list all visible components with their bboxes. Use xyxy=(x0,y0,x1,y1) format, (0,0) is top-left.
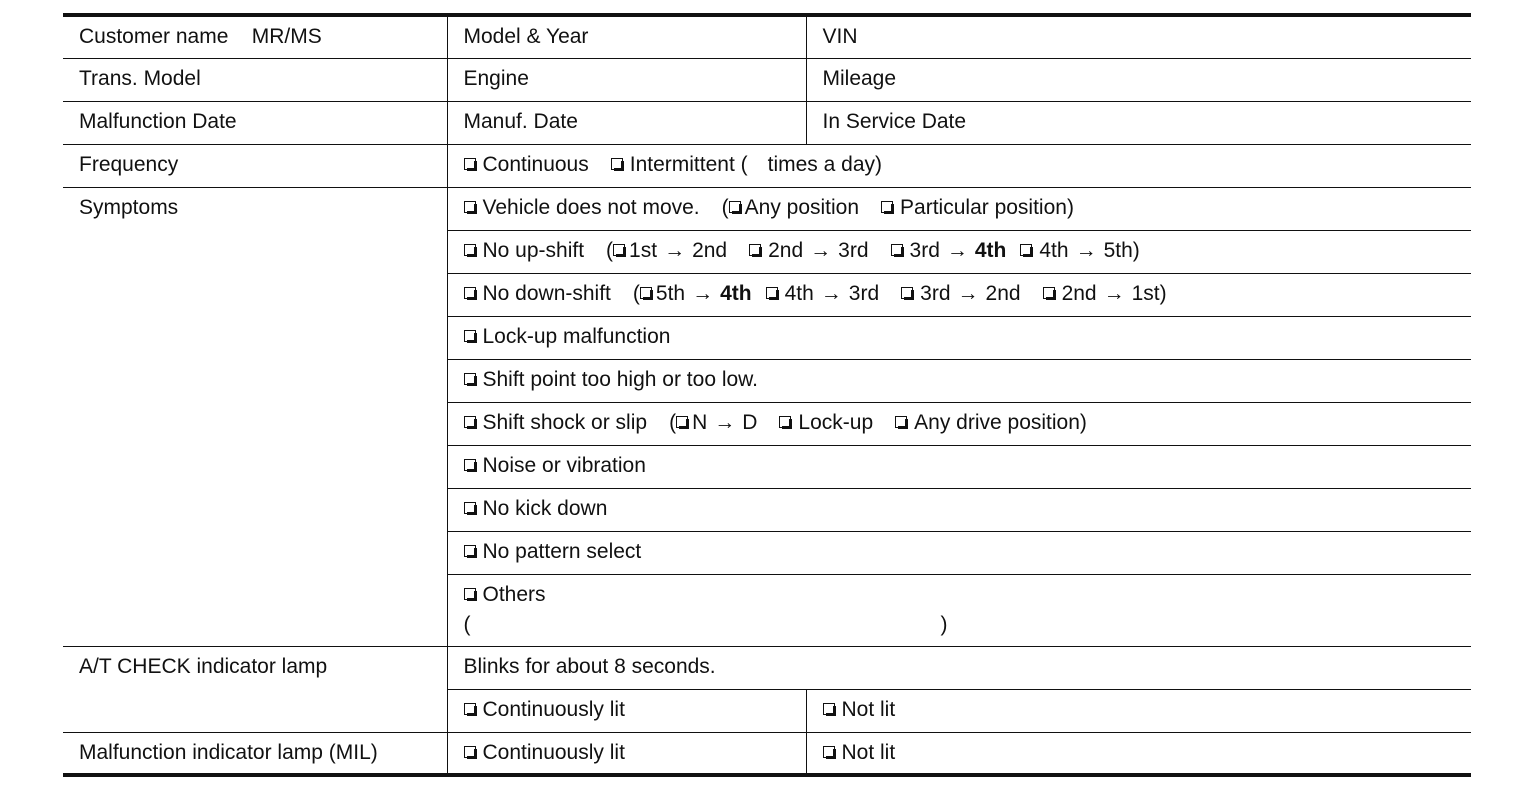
mil-label-cell xyxy=(63,732,447,775)
symptoms-label: Symptoms xyxy=(79,195,179,219)
times-a-day-text: times a day) xyxy=(767,152,882,176)
checkbox-icon[interactable] xyxy=(1043,287,1055,299)
arrow-icon: → xyxy=(692,281,714,305)
lockup-cell xyxy=(447,316,1471,359)
arrow-icon: → xyxy=(820,281,842,305)
noise-cell xyxy=(447,445,1471,488)
mil-label: Malfunction indicator lamp (MIL) xyxy=(79,740,378,764)
pattern-option: No pattern select xyxy=(482,539,642,563)
checkbox-icon[interactable] xyxy=(895,416,907,428)
table-row xyxy=(63,187,1471,230)
table-row xyxy=(63,58,1471,101)
checkbox-icon[interactable] xyxy=(749,244,761,256)
arrow-icon: → xyxy=(664,238,686,262)
checkbox-icon[interactable] xyxy=(464,502,476,514)
checkbox-icon[interactable] xyxy=(823,703,835,715)
particular-position-option: Particular position) xyxy=(900,195,1074,219)
vin-cell xyxy=(806,15,1471,58)
checkbox-icon[interactable] xyxy=(464,588,476,600)
mil-not-lit-cell xyxy=(806,732,1471,775)
mil-not-lit-option: Not lit xyxy=(841,740,896,764)
at-check-label: A/T CHECK indicator lamp xyxy=(79,654,328,678)
mileage-label: Mileage xyxy=(822,66,897,90)
checkbox-icon[interactable] xyxy=(729,201,741,213)
checkbox-icon[interactable] xyxy=(464,373,476,385)
mil-lit-option: Continuously lit xyxy=(482,740,625,764)
checkbox-icon[interactable] xyxy=(901,287,913,299)
checkbox-icon[interactable] xyxy=(464,330,476,342)
checkbox-icon[interactable] xyxy=(891,244,903,256)
checkbox-icon[interactable] xyxy=(676,416,688,428)
kickdown-option: No kick down xyxy=(482,496,608,520)
no-move-option: Vehicle does not move. xyxy=(482,195,700,219)
arrow-icon: → xyxy=(957,281,979,305)
continuous-option: Continuous xyxy=(482,152,589,176)
checkbox-icon[interactable] xyxy=(464,416,476,428)
kickdown-cell xyxy=(447,488,1471,531)
diagnostic-worksheet-table xyxy=(63,13,1471,777)
checkbox-icon[interactable] xyxy=(464,201,476,213)
checkbox-icon[interactable] xyxy=(464,746,476,758)
checkbox-icon[interactable] xyxy=(613,244,625,256)
table-row xyxy=(63,732,1471,775)
checkbox-icon[interactable] xyxy=(611,158,623,170)
arrow-icon: → xyxy=(946,238,968,262)
shift-point-option: Shift point too high or too low. xyxy=(482,367,759,391)
frequency-options-cell xyxy=(447,144,1471,187)
shift-point-cell xyxy=(447,359,1471,402)
trans-model-label: Trans. Model xyxy=(79,66,201,90)
at-check-not-lit-option: Not lit xyxy=(841,697,896,721)
pattern-cell xyxy=(447,531,1471,574)
no-downshift-option: No down-shift xyxy=(482,281,611,305)
arrow-icon: → xyxy=(1075,238,1097,262)
frequency-label-cell xyxy=(63,144,447,187)
shift-shock-option: Shift shock or slip xyxy=(482,410,648,434)
checkbox-icon[interactable] xyxy=(766,287,778,299)
table-row xyxy=(63,15,1471,58)
model-year-label: Model & Year xyxy=(463,25,589,48)
in-service-date-label: In Service Date xyxy=(822,109,967,133)
at-check-lit-cell xyxy=(447,689,806,732)
manuf-date-label: Manuf. Date xyxy=(463,109,578,133)
others-option: Others xyxy=(482,582,546,606)
no-upshift-cell: No up-shift ( 1st → 2nd 2nd → 3rd 3rd → 4th 4th → 5th) xyxy=(447,230,1471,273)
manuf-date-cell xyxy=(447,101,806,144)
shift-shock-cell: Shift shock or slip ( N → D Lock-up Any drive position) xyxy=(447,402,1471,445)
table-row xyxy=(63,144,1471,187)
intermittent-option: Intermittent ( xyxy=(629,152,748,176)
checkbox-icon[interactable] xyxy=(464,158,476,170)
checkbox-icon[interactable] xyxy=(779,416,791,428)
checkbox-icon[interactable] xyxy=(464,244,476,256)
checkbox-icon[interactable] xyxy=(464,545,476,557)
vin-label: VIN xyxy=(822,25,858,48)
at-check-not-lit-cell xyxy=(806,689,1471,732)
arrow-icon: → xyxy=(810,238,832,262)
checkbox-icon[interactable] xyxy=(640,287,652,299)
blinks-text: Blinks for about 8 seconds. xyxy=(463,654,716,678)
trans-model-cell xyxy=(63,58,447,101)
checkbox-icon[interactable] xyxy=(464,459,476,471)
arrow-icon: → xyxy=(714,410,736,434)
in-service-date-cell xyxy=(806,101,1471,144)
engine-label: Engine xyxy=(463,66,529,90)
no-downshift-cell: No down-shift ( 5th → 4th 4th → 3rd 3rd → 2nd 2nd → 1st) xyxy=(447,273,1471,316)
no-upshift-option: No up-shift xyxy=(482,238,585,262)
noise-option: Noise or vibration xyxy=(482,453,646,477)
checkbox-icon[interactable] xyxy=(464,287,476,299)
lockup-option: Lock-up malfunction xyxy=(482,324,671,348)
at-check-lit-option: Continuously lit xyxy=(482,697,625,721)
customer-name-cell xyxy=(63,15,447,58)
no-move-cell: Vehicle does not move. ( Any position Particular position) xyxy=(447,187,1471,230)
table-row xyxy=(63,646,1471,689)
mileage-cell xyxy=(806,58,1471,101)
frequency-label: Frequency xyxy=(79,152,179,176)
at-check-label-cell xyxy=(63,646,447,732)
malfunction-date-cell xyxy=(63,101,447,144)
others-blank-field[interactable]: ( ) xyxy=(463,612,948,636)
others-cell xyxy=(447,574,1471,646)
blinks-cell xyxy=(447,646,1471,689)
customer-name-label: Customer name MR/MS xyxy=(79,25,322,48)
checkbox-icon[interactable] xyxy=(464,703,476,715)
malfunction-date-label: Malfunction Date xyxy=(79,109,237,133)
checkbox-icon[interactable] xyxy=(1020,244,1032,256)
checkbox-icon[interactable] xyxy=(881,201,893,213)
mil-lit-cell xyxy=(447,732,806,775)
any-position-option: Any position xyxy=(744,195,860,219)
checkbox-icon[interactable] xyxy=(823,746,835,758)
model-year-cell xyxy=(447,15,806,58)
symptoms-label-cell xyxy=(63,187,447,646)
engine-cell xyxy=(447,58,806,101)
table-row xyxy=(63,101,1471,144)
arrow-icon: → xyxy=(1103,281,1125,305)
